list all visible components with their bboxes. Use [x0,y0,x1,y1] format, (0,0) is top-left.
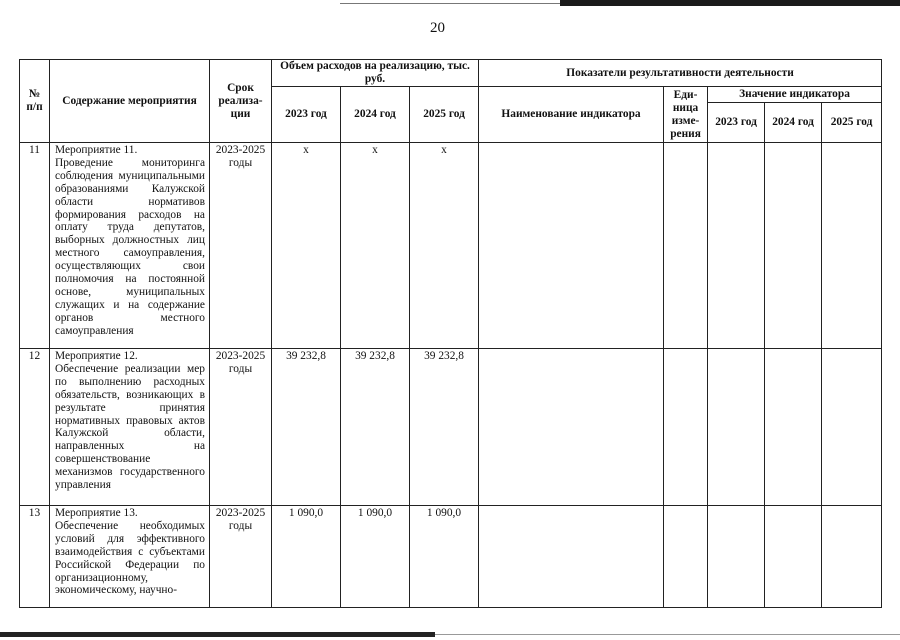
row-ind-2024 [765,349,822,506]
row-ind-2024 [765,506,822,608]
row-indicator-name [479,349,664,506]
header-expenses: Объем расходов на реализацию, тыс. руб. [272,60,479,87]
scan-edge-thin [340,3,560,4]
row-exp-2023: х [272,143,341,349]
header-exp-2023: 2023 год [272,87,341,143]
header-indicators: Показатели результативности деятельности [479,60,882,87]
header-content: Содержание мероприятия [50,60,210,143]
row-unit [664,143,708,349]
table-row [20,143,882,349]
row-exp-2024: х [341,143,410,349]
row-indicator-name [479,506,664,608]
row-term: 2023-2025 годы [210,143,272,349]
header-ind-2024: 2024 год [765,103,822,143]
row-content-text: Обеспечение необходимых условий для эффективного взаимодействия с субъектами Российской Федерации по организационному, экономическому, научно- [55,519,205,597]
activities-table [19,59,882,608]
row-exp-2023: 1 090,0 [272,506,341,608]
header-indicator-name: Наименование индикатора [479,87,664,143]
page-number: 20 [430,20,445,36]
row-num: 12 [20,349,50,506]
header-num: № п/п [20,60,50,143]
row-unit [664,349,708,506]
row-ind-2023 [708,506,765,608]
row-content [50,349,210,506]
header-indicator-value: Значение индикатора [708,87,882,103]
header-exp-2025: 2025 год [410,87,479,143]
row-term: 2023-2025 годы [210,506,272,608]
row-ind-2025 [822,349,882,506]
row-content-title: Мероприятие 12. [55,350,138,362]
row-content-text: Обеспечение реализации мер по выполнению расходных обязательств, возникающих в результате принятия нормативных правовых актов Калужской области, направленных на совершенствование механизмов государственного управления [55,362,205,492]
row-unit [664,506,708,608]
row-ind-2023 [708,143,765,349]
row-content-text: Проведение мониторинга соблюдения муниципальными образованиями Калужской области нормативов формирования расходов на оплату труда депутатов, выборных должностных лиц местного самоуправления, осуществляющих свои полномочия на постоянной основе, муниципальных служащих и на содержание органов местного самоуправления [55,156,205,337]
table-row [20,349,882,506]
row-exp-2024: 39 232,8 [341,349,410,506]
row-content-title: Мероприятие 13. [55,507,138,519]
row-content [50,506,210,608]
scan-edge-bottom [0,632,435,637]
scan-edge-top [560,0,900,6]
row-ind-2025 [822,506,882,608]
header-exp-2024: 2024 год [341,87,410,143]
row-num: 13 [20,506,50,608]
scan-edge-bottom-thin [435,634,900,635]
row-num: 11 [20,143,50,349]
header-term: Срок реализа-ции [210,60,272,143]
header-ind-2025: 2025 год [822,103,882,143]
row-exp-2025: 1 090,0 [410,506,479,608]
row-exp-2025: 39 232,8 [410,349,479,506]
row-content-title: Мероприятие 11. [55,144,138,156]
row-ind-2025 [822,143,882,349]
row-ind-2024 [765,143,822,349]
row-exp-2024: 1 090,0 [341,506,410,608]
table-row [20,506,882,608]
row-content [50,143,210,349]
row-indicator-name [479,143,664,349]
header-unit: Еди-ница изме-рения [664,87,708,143]
header-ind-2023: 2023 год [708,103,765,143]
row-exp-2023: 39 232,8 [272,349,341,506]
row-ind-2023 [708,349,765,506]
row-term: 2023-2025 годы [210,349,272,506]
row-exp-2025: х [410,143,479,349]
